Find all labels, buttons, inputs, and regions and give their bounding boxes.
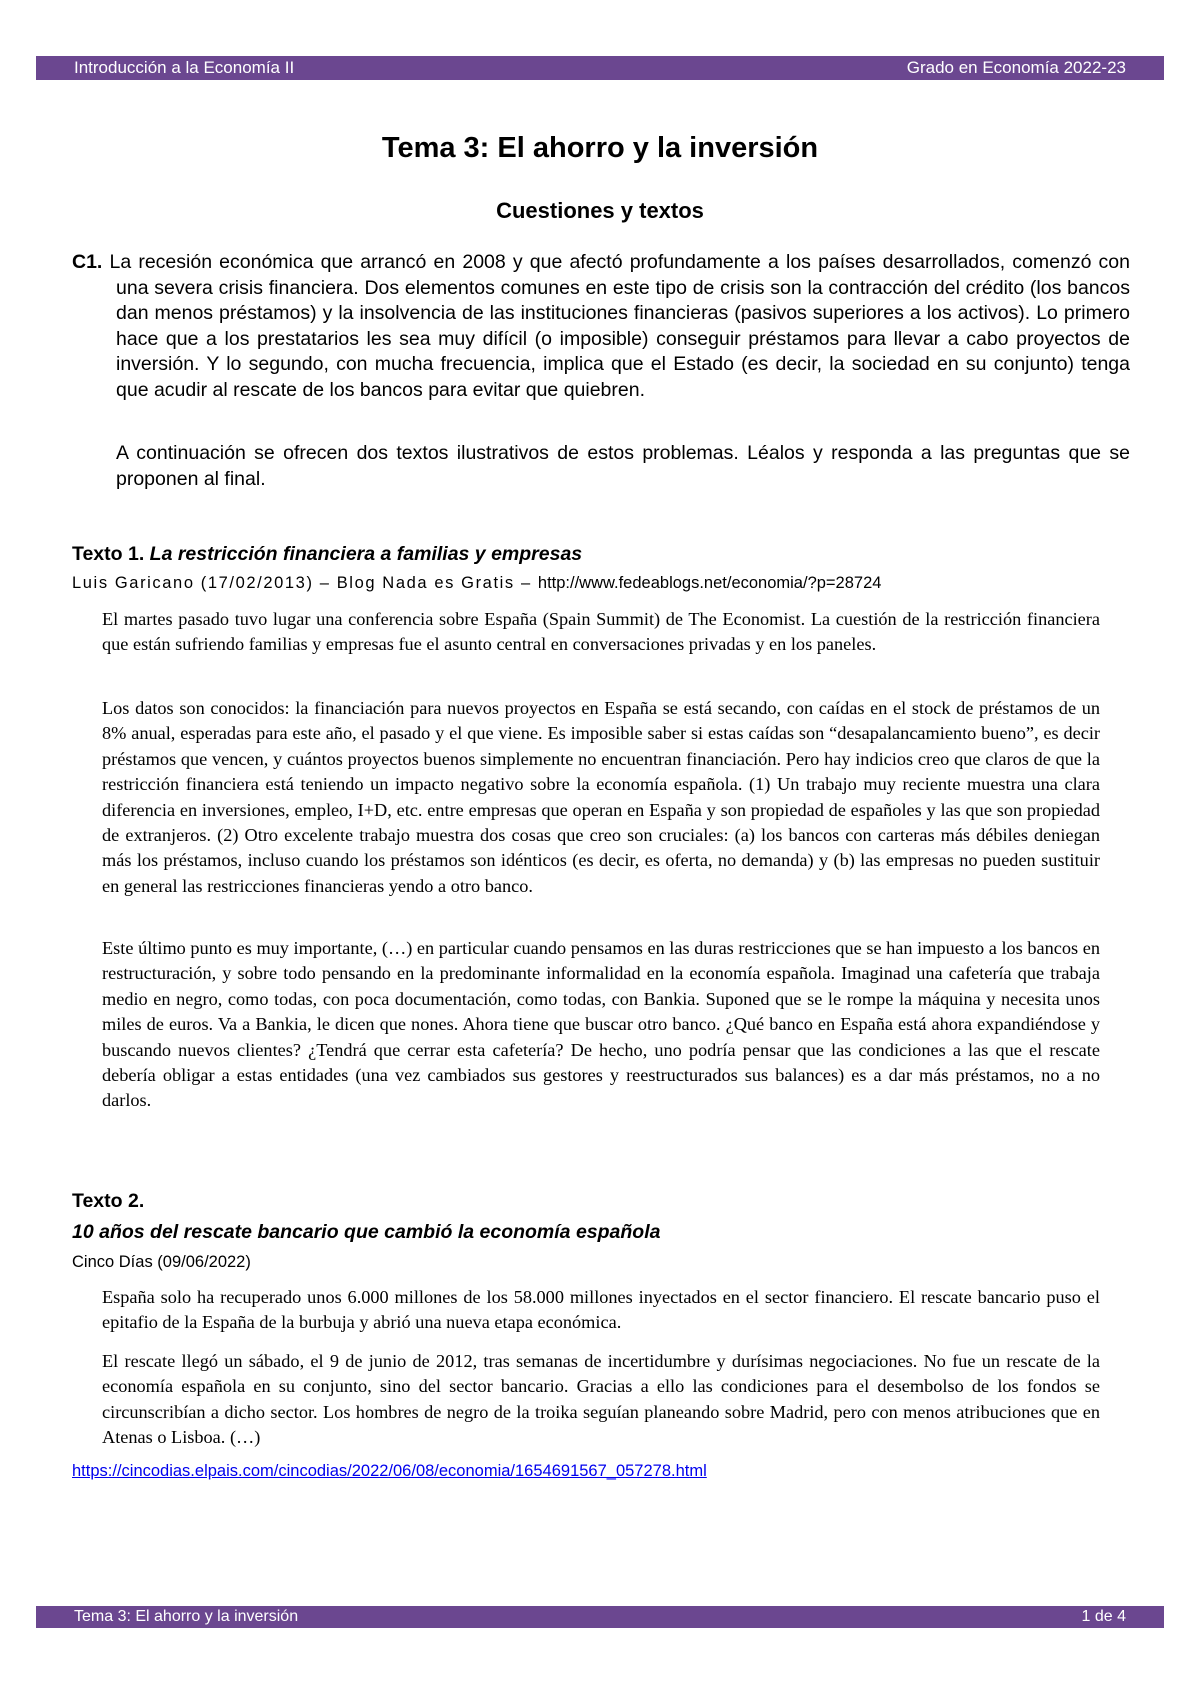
texto2-title: 10 años del rescate bancario que cambió la economía española (72, 1221, 661, 1243)
texto1-url[interactable]: http://www.fedeablogs.net/economia/?p=28724 (537, 574, 882, 592)
footer-topic: Tema 3: El ahorro y la inversión (74, 1608, 299, 1625)
texto1-paragraph: Los datos son conocidos: la financiación para nuevos proyectos en España se está secando, con caídas en el stock de préstamos de un 8% anual, esperadas para este año, el pasado y el que viene. Es imposible saber si estas caídas son “desapalancamiento bueno”, es decir préstamos que vencen, y cuántos proyectos buenos simplemente no encuentran financiación. Pero hay indicios creo que claros de que la restricción financiera está teniendo un impacto negativo sobre la economía española. (1) Un trabajo muy reciente muestra una clara diferencia en inversiones, empleo, I+D, etc. entre empresas que operan en España y son propiedad de españoles y las que son propiedad de extranjeros. (2) Otro excelente trabajo muestra dos cosas que creo son cruciales: (a) los bancos con carteras más débiles deniegan más los préstamos, incluso cuando los préstamos son idénticos (es decir, es oferta, no demanda) y (b) las empresas no pueden sustituir en general las restricciones financieras yendo a otro banco. (102, 698, 1100, 896)
texto1-author: Luis Garicano (17/02/2013) – Blog Nada es Gratis – (72, 574, 538, 592)
page-title: Tema 3: El ahorro y la inversión (381, 132, 819, 164)
texto1-heading (72, 543, 582, 566)
question-c1 (72, 250, 1130, 404)
page-header (36, 56, 1164, 80)
page-subtitle: Cuestiones y textos (496, 198, 704, 223)
texto2-paragraph: España solo ha recuperado unos 6.000 millones de los 58.000 millones inyectados en el sector financiero. El rescate bancario puso el epitafio de la España de la burbuja y abrió una nueva etapa económica. (102, 1287, 1100, 1333)
texto1-label: Texto 1. (72, 543, 145, 565)
course-name: Introducción a la Economía II (74, 58, 295, 77)
c1-instructions: A continuación se ofrecen dos textos ilustrativos de estos problemas. Léalos y responda a las preguntas que se proponen al final. (116, 442, 1130, 490)
texto1-source (72, 574, 881, 593)
texto2-url-link[interactable]: https://cincodias.elpais.com/cincodias/2022/06/08/economia/1654691567_057278.html (72, 1462, 707, 1480)
c1-text: La recesión económica que arrancó en 2008 y que afectó profundamente a los países desarrollados, comenzó con una severa crisis financiera. Dos elementos comunes en este tipo de crisis son la contracción del crédito (los bancos dan menos préstamos) y la insolvencia de las instituciones financieras (pasivos superiores a los activos). Lo primero hace que a los prestatarios les sea muy difícil (o imposible) conseguir préstamos para llevar a cabo proyectos de inversión. Y lo segundo, con mucha frecuencia, implica que el Estado (es decir, la sociedad en su conjunto) tenga que acudir al rescate de los bancos para evitar que quiebren. (109, 251, 1130, 401)
c1-paragraph (72, 250, 1130, 404)
texto2-paragraph: El rescate llegó un sábado, el 9 de junio de 2012, tras semanas de incertidumbre y durísimas negociaciones. No fue un rescate de la economía española en su conjunto, sino del sector bancario. Gracias a ello las condiciones para el desembolso de los fondos se circunscribían a dicho sector. Los hombres de negro de la troika seguían planeando sobre Madrid, pero con menos atribuciones que en Atenas o Lisboa. (…) (102, 1351, 1100, 1448)
question-number: C1. (72, 251, 103, 273)
texto1-title: La restricción financiera a familias y empresas (149, 543, 583, 565)
texto1-paragraph: Este último punto es muy importante, (…) en particular cuando pensamos en las duras restricciones que se han impuesto a los bancos en restructuración, y sobre todo pensando en la predominante informalidad en la economía española. Imaginad una cafetería que trabaja medio en negro, como todas, con poca documentación, como todas, con Bankia. Suponed que se le rompe la máquina y necesita unos miles de euros. Va a Bankia, le dicen que nones. Ahora tiene que buscar otro banco. ¿Qué banco en España está ahora expandiéndose y buscando nuevos clientes? ¿Tendrá que cerrar esta cafetería? De hecho, uno podría pensar que las condiciones a las que el rescate debería obligar a estas entidades (una vez cambiados sus gestores y reestructurados sus balances) es a dar más préstamos, no a no darlos. (102, 938, 1100, 1111)
texto2-label: Texto 2. (72, 1190, 145, 1212)
texto2-source: Cinco Días (09/06/2022) (72, 1253, 251, 1271)
page-number: 1 de 4 (1081, 1608, 1126, 1625)
page-footer (36, 1606, 1164, 1628)
degree-year: Grado en Economía 2022-23 (906, 58, 1126, 77)
texto1-paragraph: El martes pasado tuvo lugar una conferencia sobre España (Spain Summit) de The Economist. La cuestión de la restricción financiera que están sufriendo familias y empresas fue el asunto central en conversaciones privadas y en los paneles. (102, 609, 1100, 655)
